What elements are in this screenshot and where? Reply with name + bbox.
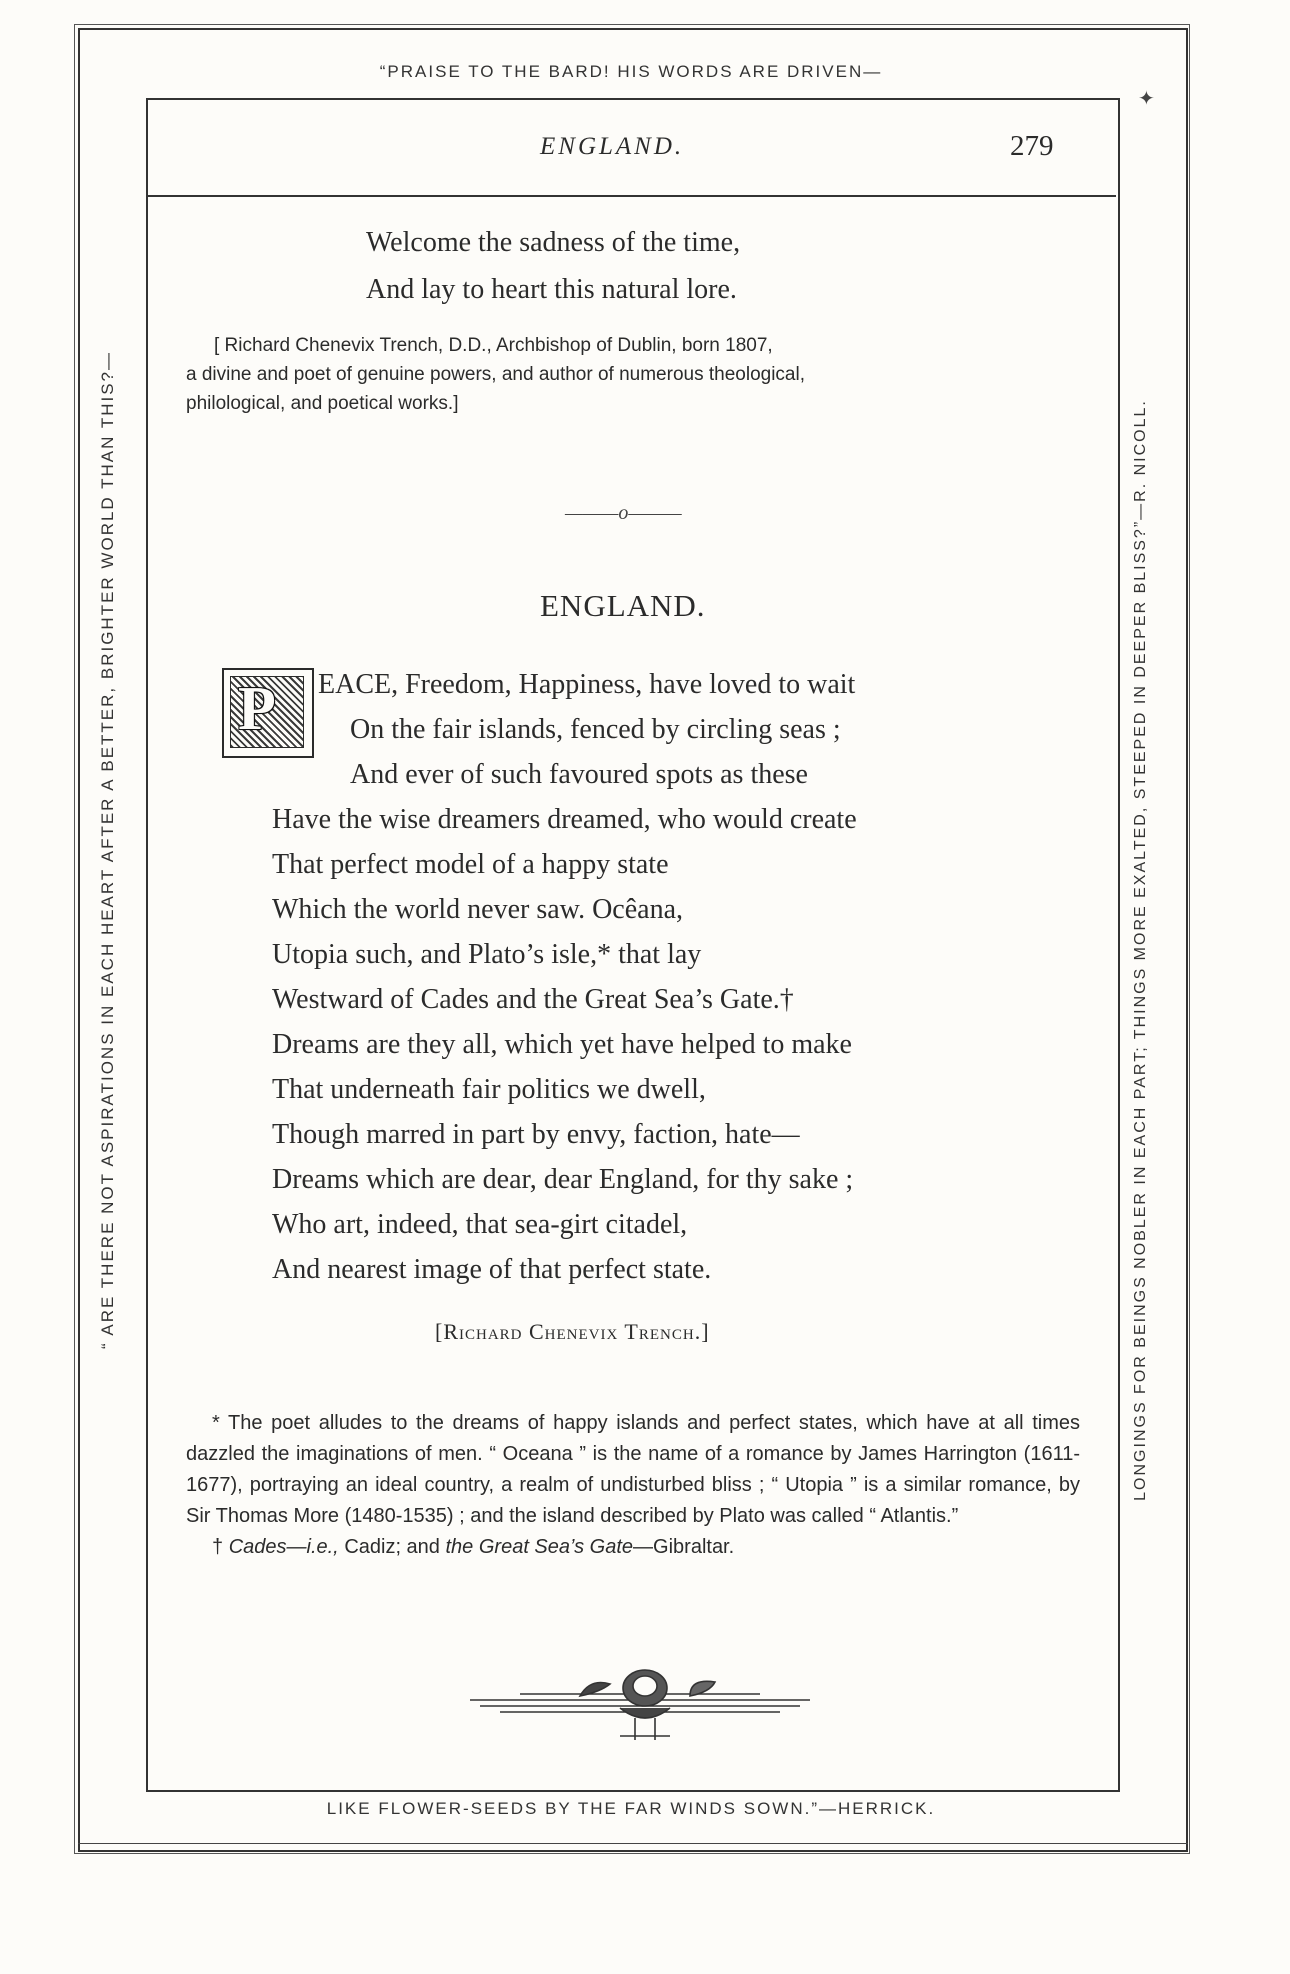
border-quote-left: “ ARE THERE NOT ASPIRATIONS IN EACH HEART AFTER A BETTER, BRIGHTER WORLD THAN THIS?— (98, 351, 117, 1350)
dropcap-letter: P (238, 675, 276, 743)
poem-line: Have the wise dreamers dreamed, who would create (272, 804, 857, 835)
border-quote-bottom: LIKE FLOWER-SEEDS BY THE FAR WINDS SOWN.”—HERRICK. (326, 1799, 936, 1818)
footnote-2-mark: † (212, 1536, 224, 1558)
previous-poem-line: And lay to heart this natural lore. (366, 274, 737, 305)
corner-mark-icon: ✦ (1138, 88, 1155, 110)
poem-line: And nearest image of that perfect state. (272, 1254, 712, 1285)
attribution-line: [ Richard Chenevix Trench, D.D., Archbishop of Dublin, born 1807, (214, 335, 773, 356)
poem-line: Westward of Cades and the Great Sea’s Gate.† (272, 984, 794, 1015)
border-quote-right: LONGINGS FOR BEINGS NOBLER IN EACH PART; THINGS MORE EXALTED, STEEPED IN DEEPER BLISS?”—R. NICOLL. (1132, 399, 1149, 1501)
poem-line: EACE, Freedom, Happiness, have loved to wait (318, 669, 856, 700)
poem-line: Utopia such, and Plato’s isle,* that lay (272, 939, 702, 970)
footnote-2-value: Cadiz; and (344, 1536, 440, 1558)
poem-attribution: [Richard Chenevix Trench.] (435, 1319, 710, 1344)
poem-line: Though marred in part by envy, faction, hate— (272, 1119, 800, 1150)
footnote-2-term: Cades—i.e., (228, 1536, 339, 1558)
footnote-2-value: —Gibraltar. (633, 1536, 735, 1558)
poem-line: Dreams are they all, which yet have helped to make (272, 1029, 852, 1060)
footnotes (186, 1408, 1080, 1563)
tailpiece-ornament-icon (460, 1648, 820, 1748)
attribution-line: a divine and poet of genuine powers, and author of numerous theological, (186, 364, 805, 385)
poem-title: ENGLAND. (540, 588, 706, 623)
header-rule (148, 195, 1116, 197)
footnote-2-term: the Great Sea’s Gate (445, 1536, 634, 1558)
poem-line: That underneath fair politics we dwell, (272, 1074, 706, 1105)
border-quote-top: “PRAISE TO THE BARD! HIS WORDS ARE DRIVEN— (379, 62, 883, 81)
poem-line: That perfect model of a happy state (272, 849, 669, 880)
poem-line: On the fair islands, fenced by circling seas ; (350, 714, 841, 745)
poem-line: And ever of such favoured spots as these (350, 759, 808, 790)
poem-line: Which the world never saw. Ocêana, (272, 894, 684, 925)
page-number: 279 (1010, 130, 1054, 162)
section-divider: ———o——— (565, 502, 682, 524)
bottom-rule (78, 1843, 1188, 1844)
previous-poem-attribution (186, 331, 1080, 418)
poem-line: Dreams which are dear, dear England, for thy sake ; (272, 1164, 854, 1195)
dropcap-initial (222, 668, 314, 758)
footnote-2 (186, 1532, 1080, 1563)
attribution-line: philological, and poetical works.] (186, 393, 459, 414)
previous-poem-line: Welcome the sadness of the time, (366, 227, 741, 258)
running-head: ENGLAND. (540, 133, 685, 160)
poem-line: Who art, indeed, that sea-girt citadel, (272, 1209, 688, 1240)
footnote-1: * The poet alludes to the dreams of happy islands and perfect states, which have at all times dazzled the imaginations of men. “ Oceana ” is the name of a romance by James Harrington (1611-1677), portraying an ideal country, a realm of undisturbed bliss ; “ Utopia ” is a similar romance, by Sir Thomas More (1480-1535) ; and the island described by Plato was called “ Atlantis.” (186, 1412, 1080, 1527)
